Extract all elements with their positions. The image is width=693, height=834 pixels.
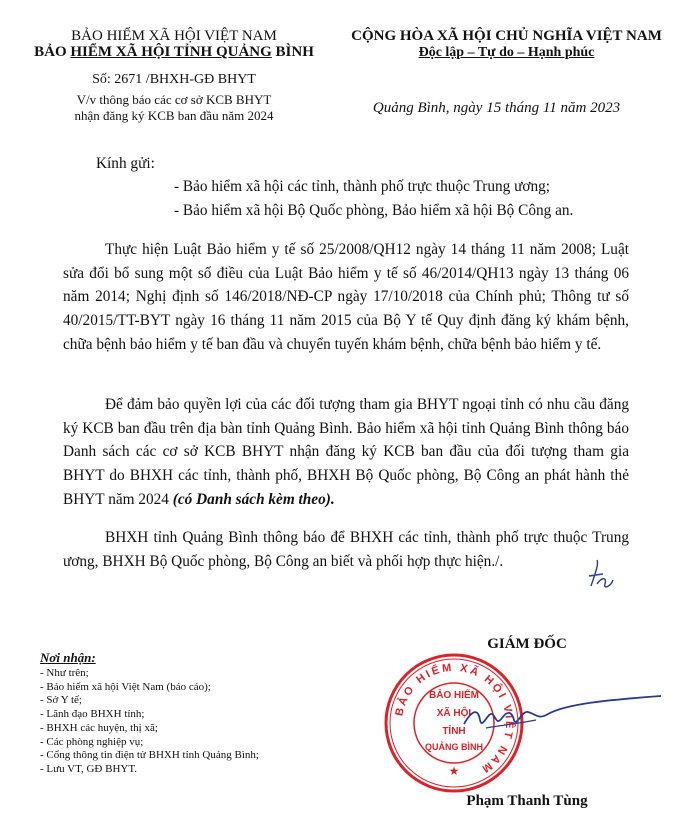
seal-star-icon: ★ (448, 764, 460, 778)
recipients-title: Nơi nhận: (40, 650, 96, 665)
seal-text: QUẢNG BÌNH (425, 742, 483, 752)
seal-text: TỈNH (442, 726, 466, 737)
place-and-date: Quảng Bình, ngày 15 tháng 11 năm 2023 (372, 100, 621, 116)
body-paragraph: Thực hiện Luật Bảo hiểm y tế số 25/2008/QH12 ngày 14 tháng 11 năm 2008; Luật sửa đổi bổ sung một số điều của Luật Bảo hiểm y tế số 46/2014/QH13 ngày 13 tháng 06 năm 2014; Nghị định số 146/2018/NĐ-CP ngày 17/10/2018 của Chính phủ; Thông tư số 40/2015/TT-BYT ngày 16 tháng 11 năm 2015 của Bộ Y tế Quy định đăng ký khám bệnh, chữa bệnh bảo hiểm y tế ban đầu và chuyển tuyến khám bệnh, chữa bệnh bảo hiểm y tế. (63, 241, 629, 353)
seal-text: BẢO HIỂM (429, 690, 479, 701)
handwritten-initials (585, 556, 615, 596)
recipient-item: - Bảo hiểm xã hội Việt Nam (báo cáo); (40, 680, 211, 693)
agency-header (0, 28, 348, 60)
national-title: CỘNG HÒA XÃ HỘI CHỦ NGHĨA VIỆT NAM (351, 28, 662, 44)
recipient-item: - Cổng thông tin điện tử BHXH tỉnh Quảng Bình; (40, 749, 259, 762)
signer-name: Phạm Thanh Tùng (466, 793, 588, 809)
parent-agency-name: BẢO HIỂM XÃ HỘI VIỆT NAM (71, 28, 277, 44)
addressee-item: - Bảo hiểm xã hội Bộ Quốc phòng, Bảo hiểm xã hội Bộ Công an. (174, 202, 574, 219)
document-subject: V/v thông báo các cơ sở KCB BHYT nhận đăng ký KCB ban đầu năm 2024 (74, 92, 274, 123)
issuing-agency-name: BẢO HIỂM XÃ HỘI TỈNH QUẢNG BÌNH (34, 44, 314, 60)
national-header (320, 28, 693, 61)
recipient-item: - Lãnh đạo BHXH tỉnh; (40, 708, 145, 721)
recipient-item: - BHXH các huyện, thị xã; (40, 721, 158, 734)
recipient-item: - Lưu VT, GĐ BHYT. (40, 762, 138, 775)
seal-text: XÃ HỘI (436, 708, 472, 719)
body-paragraph: BHXH tỉnh Quảng Bình thông báo để BHXH các tỉnh, thành phố trực thuộc Trung ương, BHXH Bộ Quốc phòng, Bộ Công an biết và phối hợp thực hiện./. (63, 529, 629, 570)
greeting: Kính gửi: (96, 155, 155, 172)
recipient-item: - Các phòng nghiệp vụ; (40, 735, 144, 748)
recipient-item: - Sở Y tế; (40, 694, 82, 707)
attachment-note: (có Danh sách kèm theo). (172, 490, 335, 508)
body-paragraph: Để đảm bảo quyền lợi của các đối tượng tham gia BHYT ngoại tỉnh có nhu cầu đăng ký KCB ban đầu trên địa bàn tỉnh Quảng Bình. Bảo hiểm xã hội tỉnh Quảng Bình thông báo Danh sách các cơ sở KCB BHYT nhận đăng ký KCB ban đầu của đối tượng tham gia BHYT do BHXH các tỉnh, thành phố, BHXH Bộ Quốc phòng, Bộ Công an phát hành thẻ BHYT năm 2024 (có Danh sách kèm theo). (63, 396, 629, 508)
handwritten-signature (456, 690, 666, 740)
seal-ring-text: BẢO HIỂM XÃ HỘI VIỆT NAM (393, 661, 516, 777)
signer-title: GIÁM ĐỐC (487, 636, 567, 652)
recipients-list (40, 667, 259, 777)
addressee-item: - Bảo hiểm xã hội các tỉnh, thành phố trực thuộc Trung ương; (174, 178, 551, 195)
recipient-item: - Như trên; (40, 667, 89, 679)
document-number: Số: 2671 /BHXH-GĐ BHYT (92, 72, 256, 87)
national-motto: Độc lập – Tự do – Hạnh phúc (418, 45, 595, 60)
